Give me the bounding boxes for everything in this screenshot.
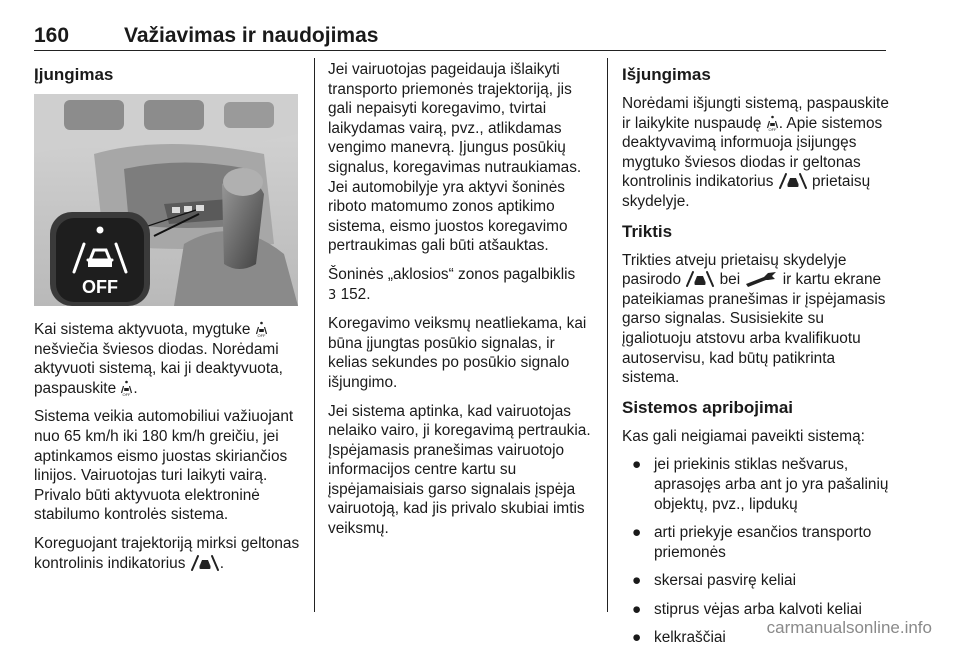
lane-departure-indicator-icon [190, 554, 220, 571]
page-reference-link[interactable]: 152. [340, 285, 371, 303]
section-heading-fault: Triktis [622, 221, 673, 241]
column-3 [622, 60, 892, 657]
paragraph: Jei sistema aptinka, kad vairuotojas nelaiko vairo, ji koregavimą pertraukia. Įspėjamasis pranešimas vairuotojo informacijos centre kartu su įspėjamaisiais garso signalais įspėja vairuotoją, kad jis privalo skubiai imtis veiksmų. [328, 402, 591, 538]
list-item: ● jei priekinis stiklas nešvarus, aprasojęs arba ant jo yra pašalinių objektų, pvz., lipdukų [632, 456, 889, 513]
bullet: ● [632, 456, 642, 474]
lane-departure-indicator-icon [685, 270, 715, 287]
section-heading-activation: Įjungimas [34, 65, 114, 84]
paragraph: Sistema veikia automobiliui važiuojant nuo 65 km/h iki 180 km/h greičiu, jei aptinkamos eismo juostas skiriančios linijos. Vairuotojas turi laikyti vairą. Privalo būti aktyvuota elektroninė stabilumo kontrolės sistema. [34, 408, 294, 524]
paragraph: Jei vairuotojas pageidauja išlaikyti transporto priemonės trajektoriją, jis gali nepaisyti koregavimo, tvirtai laikydamas vairą, pvz., atlikdamas vengimo manevrą. Įjungus posūkių signalus, koregavimas nutraukiamas. Jei automobilyje yra aktyvi šoninės riboto matomumo zonos aptikimo sistema, eismo juostos koregavimo pertraukimas gali būti atšauktas. [328, 61, 582, 255]
svg-text:OFF: OFF [768, 126, 777, 131]
list-item: ● stiprus vėjas arba kalvoti keliai [632, 600, 862, 618]
lane-keep-button-icon [255, 321, 268, 337]
bullet: ● [632, 629, 642, 647]
header-divider [34, 50, 886, 51]
bullet: ● [632, 524, 642, 542]
column-divider-2 [607, 58, 608, 612]
page-title: Važiavimas ir naudojimas [124, 24, 379, 47]
paragraph: Norėdami išjungti sistemą, paspauskite ir laikykite nuspaudę OFF . Apie sistemos deaktyvavimą informuoja įsijungęs mygtuko šviesos diodas ir geltonas kontrolinis indikatorius prietaisų skydelyje. [622, 95, 889, 210]
list-item: ● kelkraščiai [632, 629, 726, 647]
paragraph: Trikties atveju prietaisų skydelyje pasirodo bei ir kartu ekrane pateikiamas pranešimas ir įspėjamasis garso signalas. Susisiekite su įgaliotuoju atstovu arba kvalifikuotu autoservisu, kad būtų patikrinta sistema. [622, 251, 886, 387]
list-item: ● skersai pasvirę keliai [632, 572, 796, 590]
lane-departure-indicator-icon [778, 172, 808, 189]
svg-text:OFF: OFF [122, 391, 131, 396]
column-divider-1 [314, 58, 315, 612]
arrow-icon: 3 [328, 287, 337, 303]
paragraph: Kas gali neigiamai paveikti sistemą: [622, 427, 865, 445]
paragraph: Šoninės „aklosios“ zonos pagalbiklis 3 152. [328, 265, 576, 303]
list-item: ● arti priekyje esančios transporto priemonės [632, 524, 872, 561]
paragraph: Koreguojant trajektoriją mirksi geltonas kontrolinis indikatorius . [34, 534, 300, 572]
column-2 [328, 60, 594, 548]
section-heading-deactivation: Išjungimas [622, 65, 711, 84]
console-button-photo [34, 94, 298, 306]
bullet: ● [632, 572, 642, 590]
section-heading-limitations: Sistemos apribojimai [622, 397, 793, 417]
svg-text:OFF: OFF [257, 333, 266, 337]
bullet: ● [632, 600, 642, 618]
paragraph: Koregavimo veiksmų neatliekama, kai būna įjungtas posūkio signalas, ir kelias sekundes po posūkio signalo išjungimo. [328, 315, 587, 391]
off-button-label: OFF [82, 277, 118, 297]
lane-keep-button-icon [120, 380, 133, 396]
column-1 [34, 60, 300, 582]
wrench-icon [744, 271, 778, 287]
watermark: carmanualsonline.info [766, 618, 932, 637]
lane-keep-button-icon [766, 115, 779, 131]
page-number: 160 [34, 24, 70, 47]
paragraph: Kai sistema aktyvuota, mygtuke OFF nešviečia šviesos diodas. Norėdami aktyvuoti sistemą, kai ji deaktyvuota, paspauskite OFF . [34, 321, 283, 397]
page-header [34, 24, 886, 58]
